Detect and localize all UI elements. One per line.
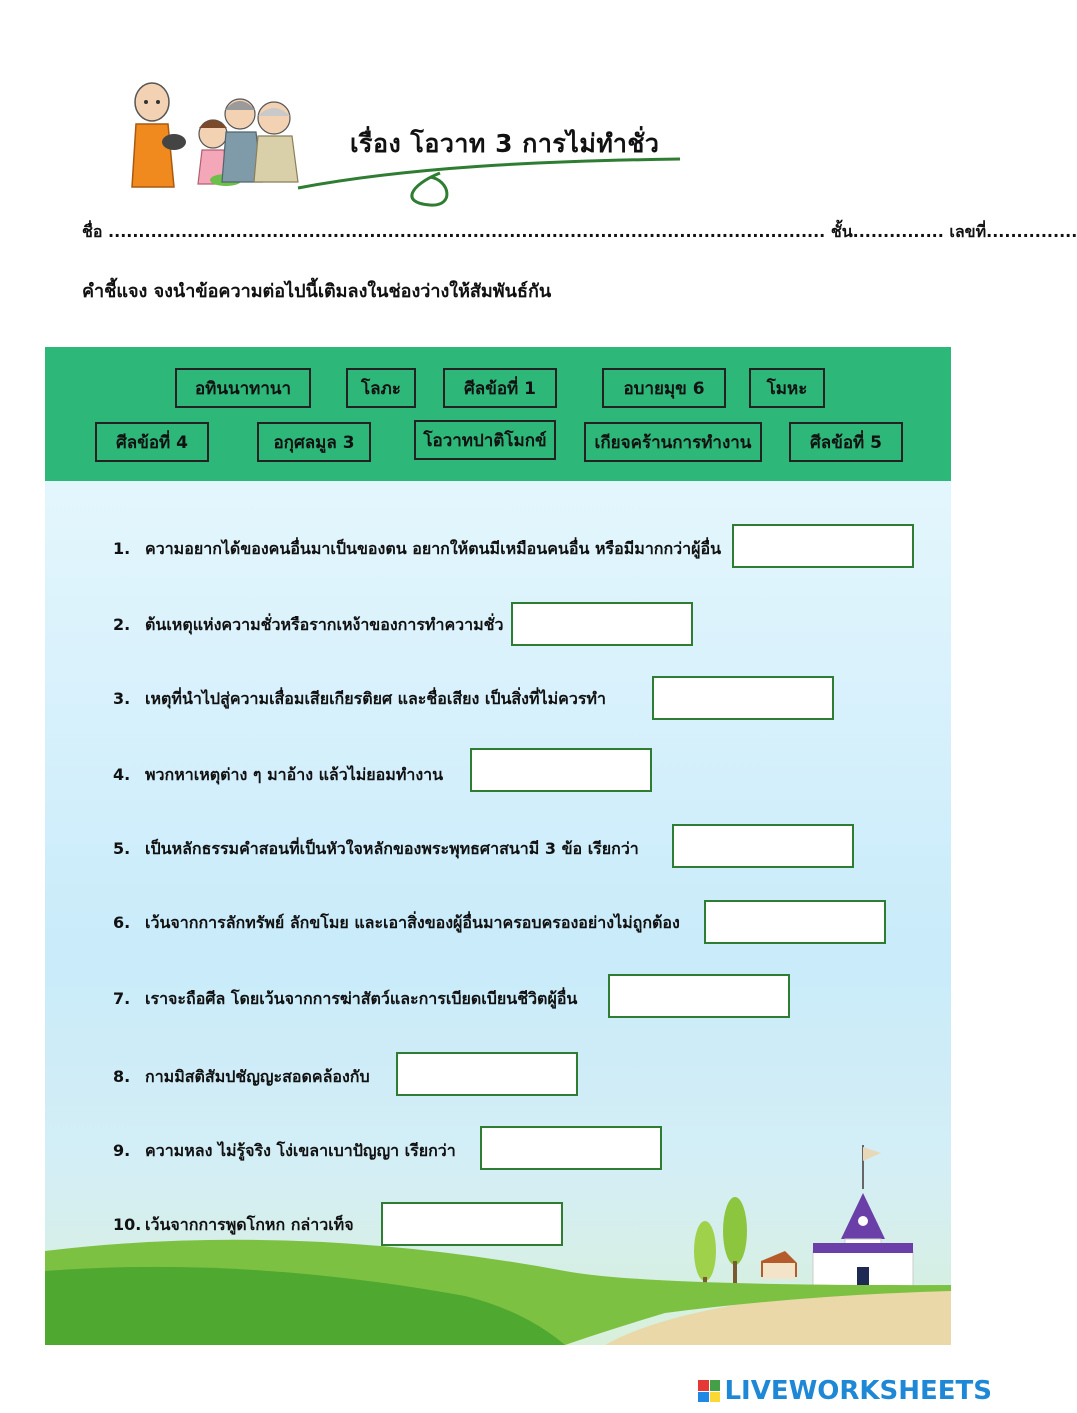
question-6: 6. เว้นจากการลักทรัพย์ ลักขโมย และเอาสิ่งของผู้อื่นมาครอบครองอย่างไม่ถูกต้อง — [113, 913, 680, 932]
page-title: เรื่อง โอวาท 3 การไม่ทำชั่ว — [350, 129, 660, 158]
answer-box-6[interactable] — [704, 900, 886, 944]
liveworksheets-brand — [698, 1376, 992, 1406]
word-bank-item[interactable]: โลภะ — [346, 368, 416, 408]
answer-box-5[interactable] — [672, 824, 854, 868]
title-underline-swirl — [290, 155, 690, 215]
question-panel — [45, 481, 951, 1345]
word-bank-item[interactable]: ศีลข้อที่ 5 — [789, 422, 903, 462]
answer-box-3[interactable] — [652, 676, 834, 720]
word-bank-item[interactable]: โมหะ — [749, 368, 825, 408]
word-bank-item[interactable]: โอวาทปาติโมกข์ — [414, 420, 556, 460]
question-4: 4. พวกหาเหตุต่าง ๆ มาอ้าง แล้วไม่ยอมทำงาน — [113, 765, 444, 784]
monk-family-illustration — [128, 72, 308, 200]
word-bank-item[interactable]: อกุศลมูล 3 — [257, 422, 371, 462]
answer-box-10[interactable] — [381, 1202, 563, 1246]
word-bank-item[interactable]: ศีลข้อที่ 4 — [95, 422, 209, 462]
answer-box-9[interactable] — [480, 1126, 662, 1170]
student-info-line: ชื่อ ...................................................................................................................... ชั้น............... เลขที่............... — [82, 222, 1077, 241]
question-8: 8. กามมิสติสัมปชัญญะสอดคล้องกับ — [113, 1067, 370, 1086]
word-bank-item[interactable]: ศีลข้อที่ 1 — [443, 368, 557, 408]
question-2: 2. ต้นเหตุแห่งความชั่วหรือรากเหง้าของการทำความชั่ว — [113, 615, 504, 634]
question-5: 5. เป็นหลักธรรมคำสอนที่เป็นหัวใจหลักของพระพุทธศาสนามี 3 ข้อ เรียกว่า — [113, 839, 639, 858]
word-bank-item[interactable]: อบายมุข 6 — [602, 368, 726, 408]
question-10: 10. เว้นจากการพูดโกหก กล่าวเท็จ — [113, 1215, 354, 1234]
brand-name: LIVEWORKSHEETS — [724, 1376, 992, 1406]
answer-box-8[interactable] — [396, 1052, 578, 1096]
answer-box-4[interactable] — [470, 748, 652, 792]
answer-box-2[interactable] — [511, 602, 693, 646]
answer-box-7[interactable] — [608, 974, 790, 1018]
question-7: 7. เราจะถือศีล โดยเว้นจากการฆ่าสัตว์และการเบียดเบียนชีวิตผู้อื่น — [113, 989, 578, 1008]
word-bank — [45, 347, 951, 481]
question-9: 9. ความหลง ไม่รู้จริง โง่เขลาเบาปัญญา เรียกว่า — [113, 1141, 456, 1160]
answer-box-1[interactable] — [732, 524, 914, 568]
instruction-text: คำชี้แจง จงนำข้อความต่อไปนี้เติมลงในช่องว่างให้สัมพันธ์กัน — [82, 281, 552, 302]
word-bank-item[interactable]: เกียจคร้านการทำงาน — [584, 422, 762, 462]
word-bank-item[interactable]: อทินนาทานา — [175, 368, 311, 408]
question-1: 1. ความอยากได้ของคนอื่นมาเป็นของตน อยากให้ตนมีเหมือนคนอื่น หรือมีมากกว่าผู้อื่น — [113, 539, 722, 558]
liveworksheets-logo-icon — [698, 1380, 720, 1402]
question-3: 3. เหตุที่นำไปสู่ความเสื่อมเสียเกียรติยศ และชื่อเสียง เป็นสิ่งที่ไม่ควรทำ — [113, 689, 606, 708]
